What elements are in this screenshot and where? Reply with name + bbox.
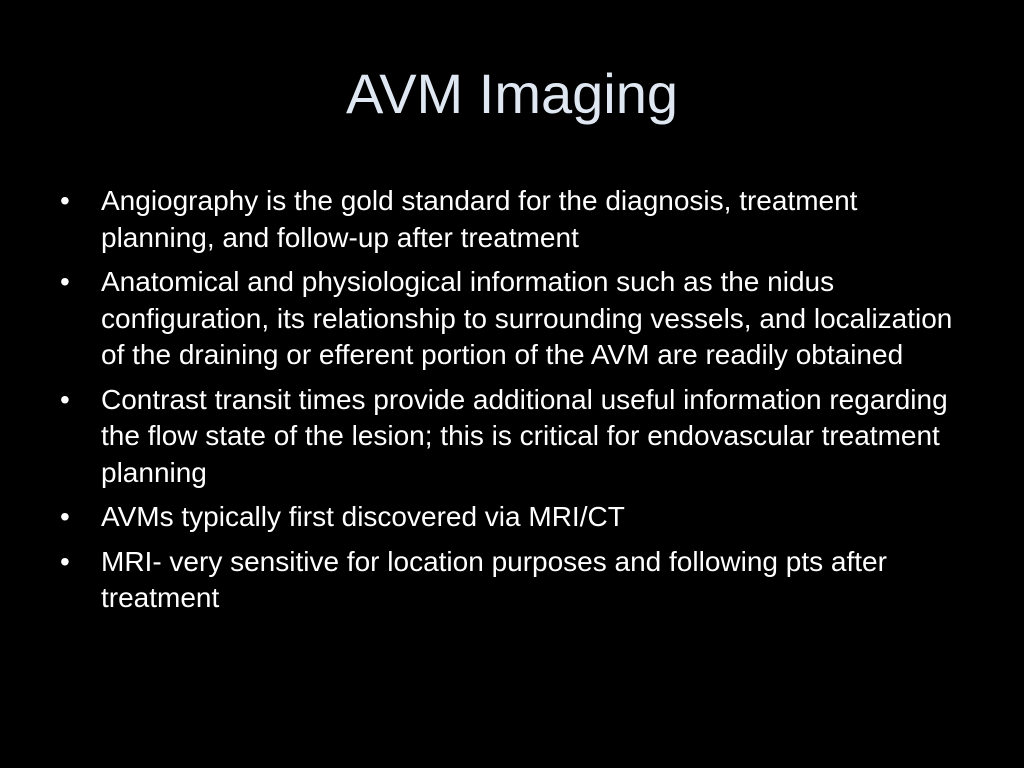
bullet-text: Contrast transit times provide additional useful information regarding the flow state of the lesion; this is critical for endovascular treatment planning <box>101 383 948 488</box>
bullet-marker: • <box>60 266 70 297</box>
bullet-item <box>60 499 960 536</box>
bullet-item <box>60 544 960 617</box>
bullet-item <box>60 264 960 374</box>
bullet-list <box>60 183 960 625</box>
slide-title: AVM Imaging <box>346 62 678 125</box>
bullet-item <box>60 382 960 492</box>
bullet-marker: • <box>60 185 70 216</box>
bullet-marker: • <box>60 383 70 415</box>
bullet-marker: • <box>60 545 70 577</box>
bullet-marker: • <box>60 501 70 532</box>
bullet-item <box>60 183 960 256</box>
bullet-text: MRI- very sensitive for location purposes and following pts after treatment <box>101 545 887 613</box>
bullet-text: Angiography is the gold standard for the diagnosis, treatment planning, and follow-up after treatment <box>101 185 858 253</box>
bullet-text: Anatomical and physiological information such as the nidus configuration, its relationship to surrounding vessels, and localization of the draining or efferent portion of the AVM are readily obtained <box>101 266 953 370</box>
bullet-text: AVMs typically first discovered via MRI/CT <box>101 501 625 532</box>
